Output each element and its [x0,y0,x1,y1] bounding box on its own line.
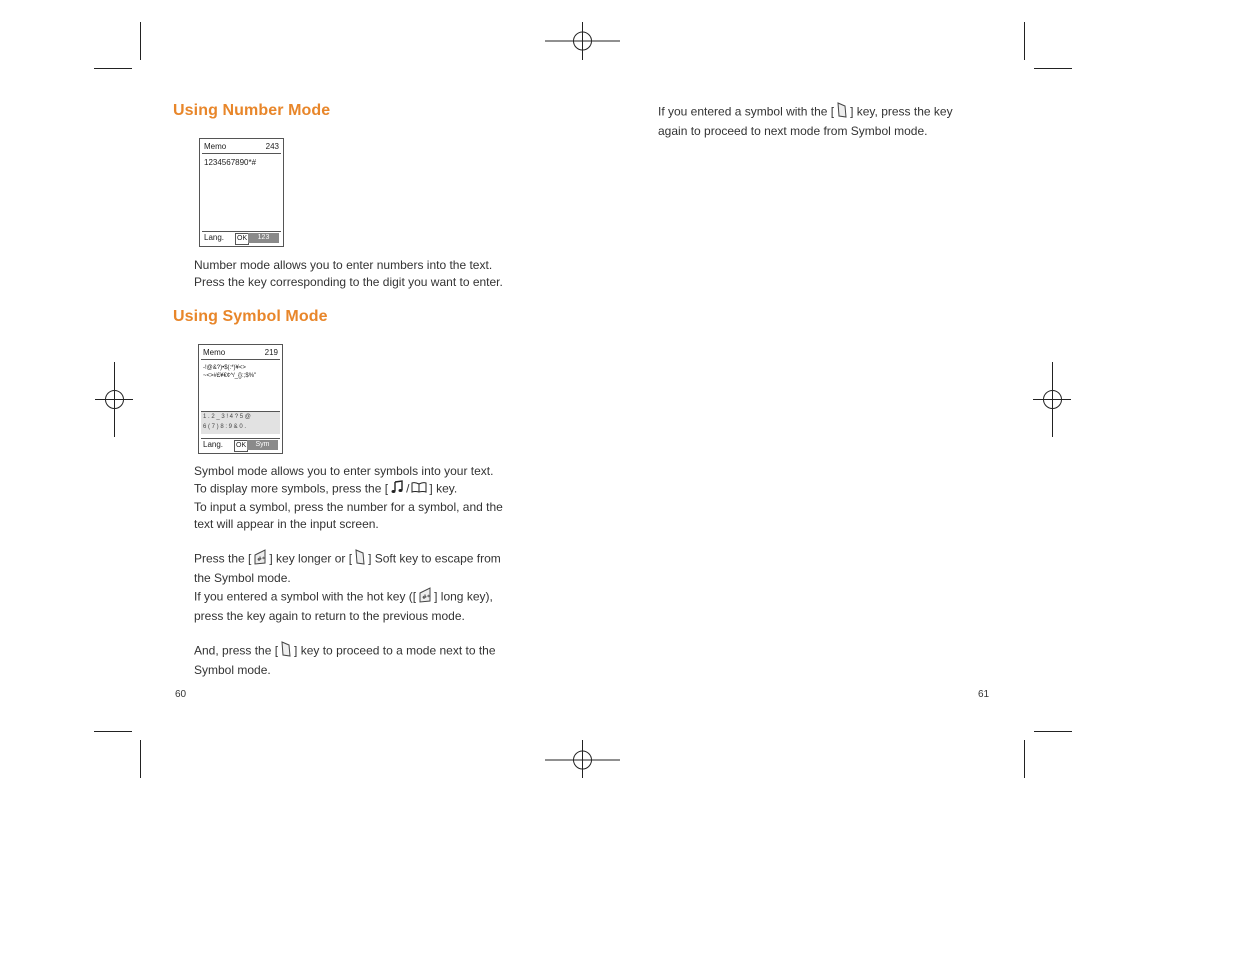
heading-number-mode: Using Number Mode [173,102,331,119]
paragraph-line: text will appear in the input screen. [194,517,379,531]
text-segment: ] key longer or [ [269,551,353,566]
symbol-grid-row: 1 . 2 _ 3 ! 4 ? 5 @ [203,414,251,420]
paragraph-line: the Symbol mode. [194,571,291,585]
paragraph-line: Symbol mode allows you to enter symbols into your text. [194,464,494,478]
text-segment: / [406,481,410,496]
screen-soft-key-bar [202,231,281,244]
book-icon [411,481,427,498]
svg-text:#*: #* [422,594,431,601]
screen-title: Memo [203,348,226,357]
screen-title-bar [201,347,280,360]
paragraph-line [194,587,539,608]
text-segment: ] key, press the key [850,104,953,119]
screen-soft-key-bar [201,438,280,451]
symbol-grid-row: 6 ( 7 ) 8 : 9 & 0 . [203,424,247,430]
screen-input-text-line1: -!@&?)•$(:*)¥<> [203,365,246,371]
screen-input-text-line2: ~<>#£¥€¢^/_{}:;$%" [203,373,257,379]
text-segment: And, press the [ [194,643,279,658]
char-count: 243 [265,142,279,151]
phone-screen-symbol-mode [198,344,283,454]
text-segment: ] key to proceed to a mode next to the [294,643,496,658]
phone-screen-number-mode [199,138,284,247]
text-segment: To display more symbols, press the [ [194,481,389,496]
mode-indicator: Sym [247,440,278,450]
text-segment: ] key. [429,481,458,496]
text-segment: If you entered a symbol with the [ [658,104,835,119]
paragraph-line: Press the key corresponding to the digit you want to enter. [194,275,503,289]
paragraph-line [194,480,539,499]
paragraph-line [194,549,539,570]
right-soft-key-icon [280,641,292,662]
text-segment: If you entered a symbol with the hot key ([ [194,589,417,604]
paragraph-line: Symbol mode. [194,663,271,677]
screen-title: Memo [204,142,227,151]
paragraph-line: To input a symbol, press the number for a symbol, and the [194,500,503,514]
soft-key-ok: OK [235,233,249,245]
symbol-mode-description [194,463,539,679]
soft-key-ok: OK [234,440,248,452]
paragraph-line [658,102,998,123]
paragraph-line: press the key again to return to the previous mode. [194,609,465,623]
right-soft-key-icon [354,549,366,570]
symbol-grid [201,411,280,434]
soft-key-lang: Lang. [203,440,224,449]
mode-indicator: 123 [248,233,279,243]
page-number-left: 60 [175,689,187,700]
paragraph-line: Number mode allows you to enter numbers into the text. [194,258,493,272]
number-mode-description [194,257,534,291]
text-segment: ] long key), [434,589,493,604]
heading-symbol-mode: Using Symbol Mode [173,308,328,325]
star-hash-key-icon [253,549,267,570]
star-hash-key-icon [418,587,432,608]
text-segment: Press the [ [194,551,252,566]
paragraph-line [194,641,539,662]
paragraph-line: again to proceed to next mode from Symbol mode. [658,124,928,138]
svg-text:#*: #* [257,556,266,563]
char-count: 219 [264,348,278,357]
screen-input-text: 1234567890*# [204,158,257,167]
soft-key-lang: Lang. [204,233,225,242]
screen-title-bar [202,141,281,154]
music-note-icon [390,480,404,499]
right-page-text [658,102,998,140]
page-number-right: 61 [978,689,990,700]
text-segment: ] Soft key to escape from [368,551,501,566]
right-soft-key-icon [836,102,848,123]
